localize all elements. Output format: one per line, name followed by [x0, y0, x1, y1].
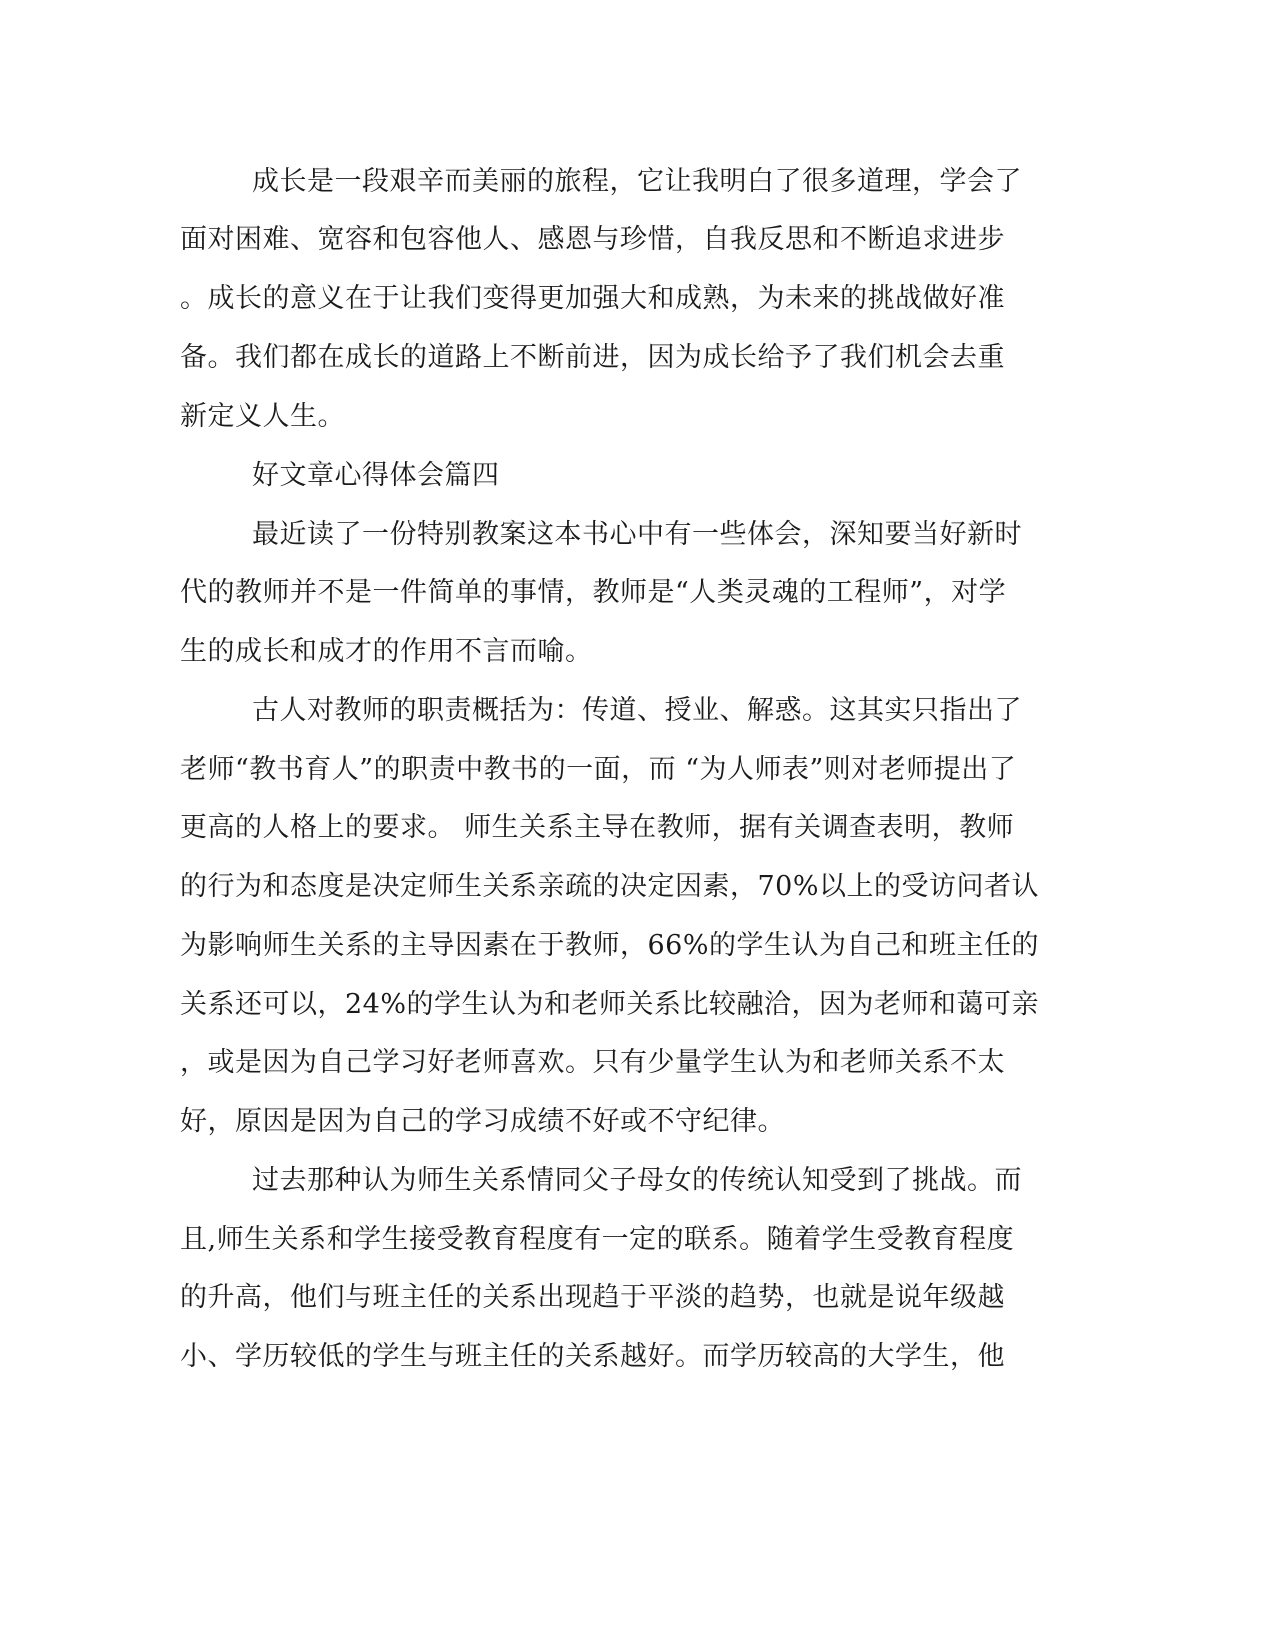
- paragraph-line: 。成长的意义在于让我们变得更加强大和成熟，为未来的挑战做好准: [180, 283, 1005, 314]
- paragraph-line: 老师“教书育人”的职责中教书的一面，而 “为人师表”则对老师提出了: [180, 754, 1017, 785]
- paragraph-line: 过去那种认为师生关系情同父子母女的传统认知受到了挑战。而: [252, 1165, 1022, 1196]
- paragraph-line: 古人对教师的职责概括为：传道、授业、解惑。这其实只指出了: [252, 695, 1022, 726]
- paragraph-line: 关系还可以，24%的学生认为和老师关系比较融洽，因为老师和蔼可亲: [180, 989, 1040, 1020]
- paragraph-line: 的升高，他们与班主任的关系出现趋于平淡的趋势，也就是说年级越: [180, 1282, 1005, 1313]
- paragraph-line: 新定义人生。: [180, 401, 345, 432]
- paragraph-line: 且,师生关系和学生接受教育程度有一定的联系。随着学生受教育程度: [180, 1224, 1015, 1255]
- paragraph-line: 代的教师并不是一件简单的事情，教师是“人类灵魂的工程师”，对学: [180, 577, 1007, 608]
- paragraph-line: 最近读了一份特别教案这本书心中有一些体会，深知要当好新时: [252, 519, 1022, 550]
- paragraph-line: 的行为和态度是决定师生关系亲疏的决定因素，70%以上的受访问者认: [180, 871, 1040, 902]
- paragraph-line: 好，原因是因为自己的学习成绩不好或不守纪律。: [180, 1106, 785, 1137]
- paragraph-line: 为影响师生关系的主导因素在于教师，66%的学生认为自己和班主任的: [180, 930, 1040, 961]
- section-heading: 好文章心得体会篇四: [252, 460, 500, 491]
- paragraph-line: 成长是一段艰辛而美丽的旅程，它让我明白了很多道理，学会了: [252, 166, 1022, 197]
- paragraph-line: 小、学历较低的学生与班主任的关系越好。而学历较高的大学生，他: [180, 1341, 1005, 1372]
- paragraph-line: 面对困难、宽容和包容他人、感恩与珍惜，自我反思和不断追求进步: [180, 224, 1005, 255]
- paragraph-line: 生的成长和成才的作用不言而喻。: [180, 636, 593, 667]
- paragraph-line: 更高的人格上的要求。 师生关系主导在教师，据有关调查表明，教师: [180, 812, 1015, 843]
- paragraph-line: 备。我们都在成长的道路上不断前进，因为成长给予了我们机会去重: [180, 342, 1005, 373]
- paragraph-line: ，或是因为自己学习好老师喜欢。只有少量学生认为和老师关系不太: [180, 1047, 1005, 1078]
